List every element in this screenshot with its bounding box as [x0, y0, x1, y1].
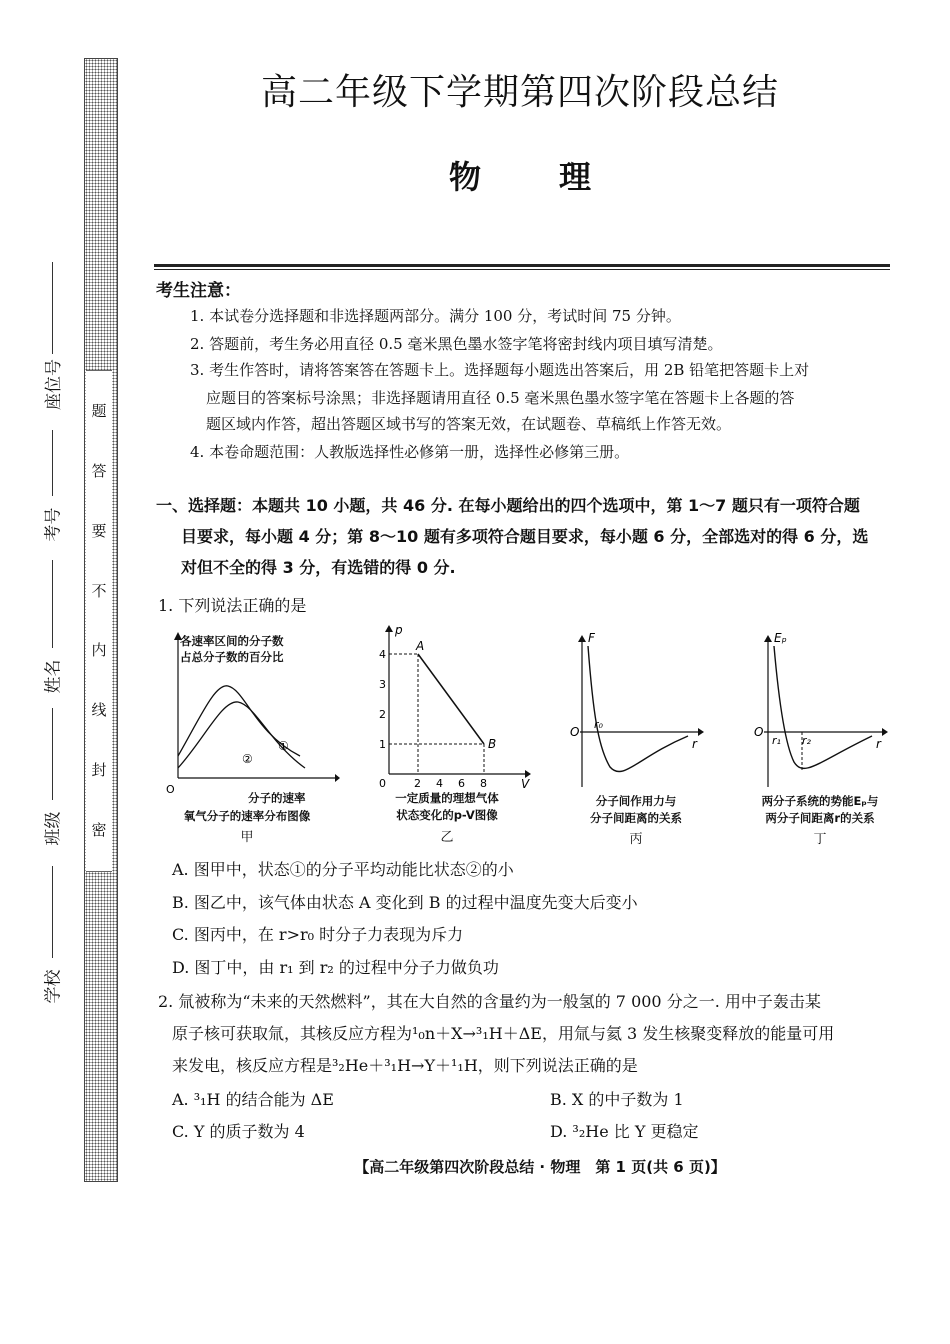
notice-item-3: 3. 考生作答时，请将答案答在答题卡上。选择题每小题选出答案后，用 2B 铅笔把答题卡上对: [190, 361, 810, 379]
subject-char-1: 物: [448, 158, 481, 196]
figure-jia-ylabel: [180, 633, 284, 665]
xtick: 2: [414, 777, 421, 790]
r1-label: r₁: [772, 734, 781, 747]
caption-line: 分子间作用力与: [595, 794, 677, 808]
curve-2-label: ②: [242, 752, 253, 766]
point-b-label: B: [488, 737, 497, 751]
ylabel-line: 占总分子数的百分比: [180, 650, 284, 664]
section-choice-heading: [156, 490, 896, 583]
figure-ding: [752, 632, 892, 792]
origin-label: O: [166, 783, 175, 796]
origin-label: O: [754, 725, 764, 739]
seal-char: 要: [91, 521, 107, 540]
notice-item-4: 4. 本卷命题范围：人教版选择性必修第一册，选择性必修第三册。: [190, 443, 630, 461]
figure-ding-caption: [740, 793, 900, 827]
seal-char: 线: [91, 701, 107, 720]
q2-option-b[interactable]: B. X 的中子数为 1: [550, 1090, 684, 1109]
q2-stem-line-3: 来发电，核反应方程是³₂He＋³₁H→Y＋¹₁H，则下列说法正确的是: [172, 1056, 638, 1075]
figure-ding-tag: 丁: [813, 832, 827, 847]
q1-option-b[interactable]: B. 图乙中，该气体由状态 A 变化到 B 的过程中温度先变大后变小: [172, 893, 638, 912]
q1-option-a[interactable]: A. 图甲中，状态①的分子平均动能比状态②的小: [172, 860, 514, 879]
y-arrow: [578, 635, 586, 642]
q2-stem-line-1: 2. 氚被称为“未来的天然燃料”，其在大自然的含量约为一般氢的 7 000 分之一. 用中子轰击某: [158, 992, 821, 1011]
ytick: 1: [379, 738, 386, 751]
force-curve: [588, 646, 688, 772]
y-arrow: [764, 635, 772, 642]
y-label: p: [395, 623, 403, 637]
notice-item-3-cont2: 题区域内作答，超出答题区域书写的答案无效，在试题卷、草稿纸上作答无效。: [206, 415, 732, 433]
ytick: 2: [379, 708, 386, 721]
double-rule-thin: [154, 269, 890, 270]
figure-jia-tag: 甲: [240, 830, 254, 845]
curve-1-label: ①: [278, 739, 289, 753]
page-footer: 【高二年级第四次阶段总结 · 物理 第 1 页(共 6 页)】: [354, 1158, 726, 1176]
exam-number-line[interactable]: [52, 430, 53, 496]
q1-option-d[interactable]: D. 图丁中，由 r₁ 到 r₂ 的过程中分子力做负功: [172, 958, 499, 977]
seat-number-line[interactable]: [52, 262, 53, 354]
class-line[interactable]: [52, 708, 53, 800]
figure-yi-caption: [372, 790, 522, 824]
q2-option-d[interactable]: D. ³₂He 比 Y 更稳定: [550, 1122, 699, 1141]
figure-bing: [568, 632, 708, 792]
caption-line: 一定质量的理想气体: [395, 791, 499, 805]
seal-char: 不: [91, 581, 107, 600]
y-arrow: [385, 625, 393, 632]
x-label: r: [692, 737, 697, 751]
seal-char: 答: [91, 461, 107, 480]
name-label: 姓名: [43, 659, 64, 694]
r0-label: r₀: [594, 718, 603, 731]
exam-title: 高二年级下学期第四次阶段总结: [260, 72, 779, 113]
seal-char: 封: [91, 761, 107, 780]
figure-yi: [375, 622, 535, 792]
potential-curve: [774, 646, 872, 768]
notice-item-2: 2. 答题前，考生务必用直径 0.5 毫米黑色墨水签字笔将密封线内项目填写清楚。: [190, 335, 723, 353]
double-rule: [154, 264, 890, 267]
r2-label: r₂: [802, 734, 811, 747]
q2-stem-line-2: 原子核可获取氚，其核反应方程为¹₀n＋X→³₁H＋ΔE，用氚与氦 3 发生核聚变释放的能量可用: [172, 1024, 835, 1043]
origin-label: 0: [379, 777, 386, 790]
seal-char: 密: [91, 820, 107, 839]
section-line: 目要求，每小题 4 分；第 8～10 题有多项符合题目要求，每小题 6 分，全部选对的得 6 分，选: [181, 527, 869, 546]
seat-number-label: 座位号: [44, 359, 64, 410]
caption-line: 状态变化的p-V图像: [396, 808, 498, 822]
school-line[interactable]: [52, 866, 53, 958]
process-line: [418, 654, 484, 744]
q1-option-c[interactable]: C. 图丙中，在 r>r₀ 时分子力表现为斥力: [172, 925, 464, 944]
y-label: Eₚ: [774, 632, 787, 645]
caption-line: 两分子间距离r的关系: [765, 811, 875, 825]
ytick: 4: [379, 648, 386, 661]
q2-option-c[interactable]: C. Y 的质子数为 4: [172, 1122, 305, 1141]
exam-number-label: 考号: [43, 507, 64, 542]
class-label: 班级: [43, 811, 64, 846]
x-arrow: [698, 728, 704, 736]
section-line: 对但不全的得 3 分，有选错的得 0 分.: [181, 558, 456, 577]
school-label: 学校: [43, 969, 64, 1004]
x-label: V: [521, 777, 530, 791]
seal-line-text: [86, 400, 112, 840]
figure-bing-tag: 丙: [629, 832, 643, 847]
caption-line: 两分子系统的势能Eₚ与: [761, 794, 879, 808]
xtick: 6: [458, 777, 465, 790]
x-label: r: [876, 737, 881, 751]
caption-line: 分子间距离的关系: [590, 811, 682, 825]
x-arrow: [882, 728, 888, 736]
x-arrow: [335, 774, 340, 782]
q1-stem: 1. 下列说法正确的是: [158, 596, 307, 615]
figure-jia-xlabel: 分子的速率: [248, 791, 306, 805]
section-line: 一、选择题：本题共 10 小题，共 46 分. 在每小题给出的四个选项中，第 1～7 题只有一项符合题: [156, 496, 860, 515]
ylabel-line: 各速率区间的分子数: [180, 634, 284, 648]
point-a-label: A: [416, 639, 425, 653]
subject-char-2: 理: [559, 158, 592, 196]
origin-label: O: [570, 725, 580, 739]
subject-title: [140, 152, 900, 198]
figure-jia-caption: 氧气分子的速率分布图像: [183, 809, 311, 823]
seal-char: 内: [91, 641, 107, 660]
figure-yi-tag: 乙: [440, 830, 454, 845]
ytick: 3: [379, 678, 386, 691]
xtick: 8: [480, 777, 487, 790]
notice-item-3-cont: 应题目的答案标号涂黑；非选择题请用直径 0.5 毫米黑色墨水签字笔在答题卡上各题的答: [206, 389, 795, 407]
notice-heading: 考生注意：: [156, 281, 241, 301]
seal-char: 题: [91, 402, 107, 420]
name-line[interactable]: [52, 560, 53, 648]
xtick: 4: [436, 777, 443, 790]
y-label: F: [588, 632, 595, 645]
q2-option-a[interactable]: A. ³₁H 的结合能为 ΔE: [172, 1090, 334, 1109]
notice-item-1: 1. 本试卷分选择题和非选择题两部分。满分 100 分，考试时间 75 分钟。: [190, 307, 681, 325]
figure-bing-caption: [566, 793, 706, 827]
